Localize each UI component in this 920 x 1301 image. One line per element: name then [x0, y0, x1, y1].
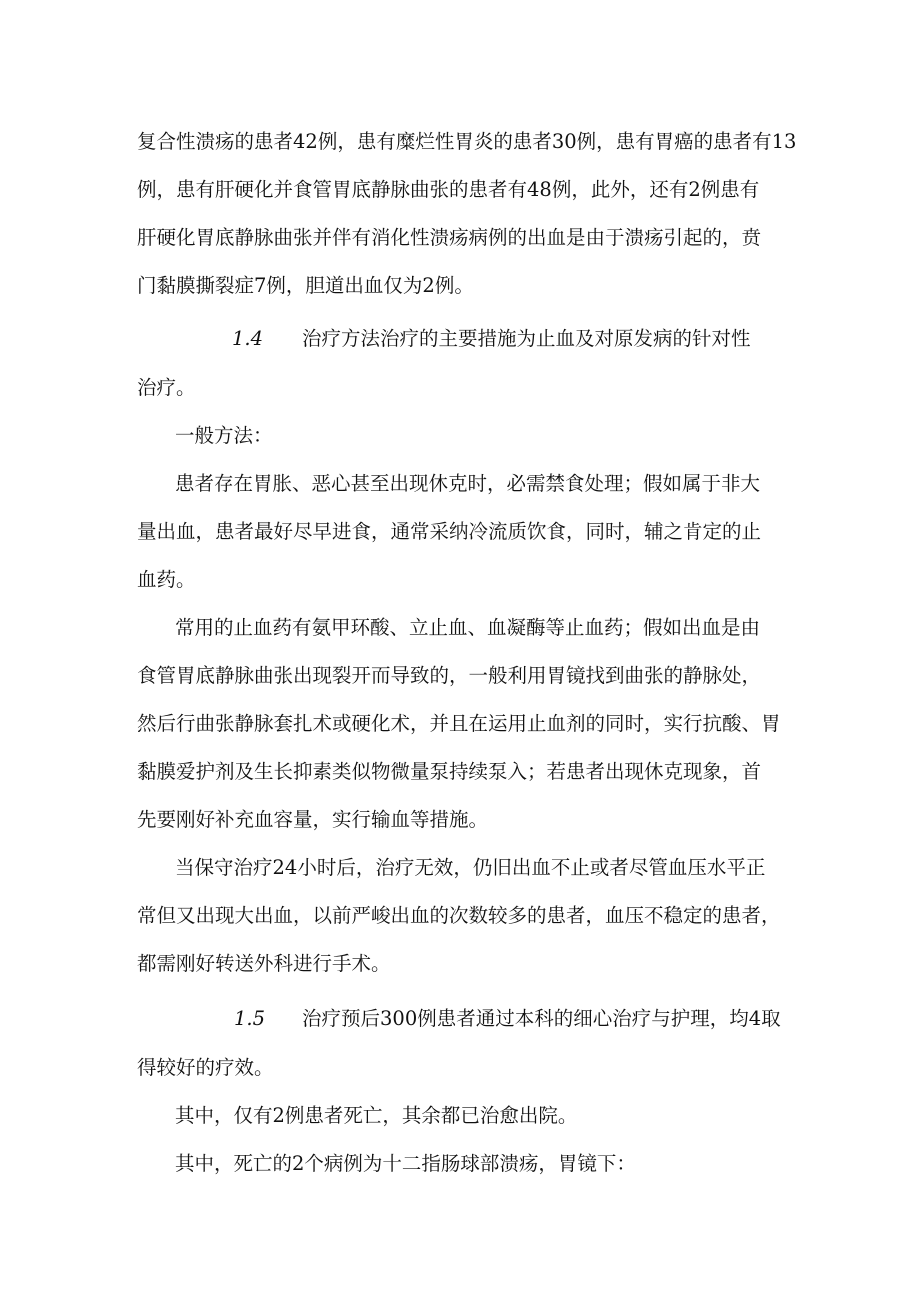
text-line: 门黏膜撕裂症7例，胆道出血仅为2例。: [137, 274, 474, 297]
text-line: 常用的止血药有氨甲环酸、立止血、血凝酶等止血药；假如出血是由: [175, 616, 761, 639]
text-line: 例，患有肝硬化并食管胃底静脉曲张的患者有48例，此外，还有2例患有: [137, 178, 760, 201]
text-line: 先要刚好补充血容量，实行输血等措施。: [137, 808, 489, 831]
paragraph-general-method: [137, 460, 802, 604]
section-heading-continuation: 得较好的疗效。: [137, 1056, 274, 1079]
text-line: 然后行曲张静脉套扎术或硬化术，并且在运用止血剂的同时，实行抗酸、胃: [137, 712, 781, 735]
paragraph-hemostatic-drugs: [137, 604, 802, 844]
section-heading-text: 治疗预后300例患者通过本科的细心治疗与护理，均4取: [302, 1007, 781, 1030]
paragraph-complications: [137, 118, 802, 310]
text-line: 肝硬化胃底静脉曲张并伴有消化性溃疡病例的出血是由于溃疡引起的，贲: [137, 226, 762, 249]
text-line: 血药。: [137, 568, 196, 591]
section-number: 1.5: [234, 1007, 266, 1030]
subheading-general-method: 一般方法：: [175, 424, 273, 447]
text-line: 量出血，患者最好尽早进食，通常采纳冷流质饮食，同时，辅之肯定的止: [137, 520, 762, 543]
section-heading-continuation: 治疗。: [137, 376, 196, 399]
text-line: 常但又出现大出血，以前严峻出血的次数较多的患者，血压不稳定的患者，: [137, 904, 781, 927]
text-line: 当保守治疗24小时后，治疗无效，仍旧出血不止或者尽管血压水平正: [175, 856, 766, 879]
paragraph-death-cases: 其中，死亡的2个病例为十二指肠球部溃疡，胃镜下：: [175, 1152, 636, 1175]
section-heading-text: 治疗方法治疗的主要措施为止血及对原发病的针对性: [302, 327, 751, 350]
text-line: 食管胃底静脉曲张出现裂开而导致的，一般利用胃镜找到曲张的静脉处，: [137, 664, 762, 687]
section-number: 1.4: [232, 327, 264, 350]
paragraph-surgery-criteria: [137, 844, 802, 988]
paragraph-death-count: 其中，仅有2例患者死亡，其余都已治愈出院。: [175, 1104, 578, 1127]
text-line: 复合性溃疡的患者42例，患有糜烂性胃炎的患者30例，患有胃癌的患者有13: [137, 130, 797, 153]
text-line: 患者存在胃胀、恶心甚至出现休克时，必需禁食处理；假如属于非大: [175, 472, 761, 495]
text-line: 都需刚好转送外科进行手术。: [137, 952, 391, 975]
text-line: 黏膜爱护剂及生长抑素类似物微量泵持续泵入；若患者出现休克现象，首: [137, 760, 762, 783]
